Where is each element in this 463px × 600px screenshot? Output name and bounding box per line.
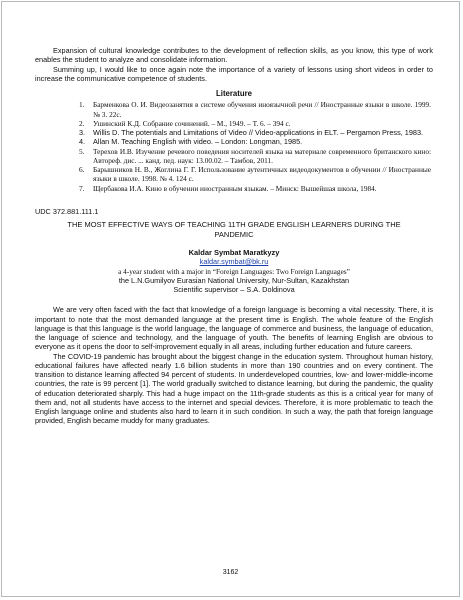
udc-code: UDC 372.881.111.1 [35, 206, 99, 216]
affiliation-line-2: the L.N.Gumilyov Eurasian National University, Nur-Sultan, Kazakhstan [118, 275, 350, 285]
intro-paragraph-2: Summing up, I would like to once again note the importance of a variety of lessons using short videos in order to increase the communicative competence of students. [35, 64, 433, 83]
article-title: THE MOST EFFECTIVE WAYS OF TEACHING 11TH GRADE ENGLISH LEARNERS DURING THE PANDEMIC [67, 220, 401, 239]
literature-item-number: 6. [79, 165, 85, 174]
literature-item-number: 7. [79, 183, 85, 193]
body-paragraph-1: We are very often faced with the fact that knowledge of a foreign language is becoming a vital necessity. There, it is important to note that the most demanded language at the present time is English. The whole feature of the English language is that this language is the world language, the language of commerce and business, the language of education, the language of science and technology, and the language of youth. The benefits of learning English are obvious to everyone as it opens the door to self-improvement equally in all areas, including further education and future careers. [35, 305, 433, 352]
literature-item [79, 165, 431, 184]
article-body [35, 305, 433, 425]
literature-item [79, 100, 431, 119]
literature-item-number: 3. [79, 128, 86, 137]
literature-item [79, 184, 431, 193]
literature-item [79, 147, 431, 166]
literature-item-text: Щербакова И.А. Кино в обучении иностранным языкам. – Минск: Вышейшая школа, 1984. [93, 183, 377, 193]
literature-item-number: 4. [79, 137, 86, 147]
author-name: Kaldar Symbat Maratkyzy [188, 248, 280, 258]
page-content [35, 46, 433, 426]
literature-item-text: Барышников Н. В., Жоглина Г. Г. Использование аутентичных видеодокументов в обучении // Иностранные языки в школе. 1998. № 4. 124 с. [93, 165, 431, 184]
page-number: 3162 [222, 569, 239, 576]
literature-item-text: Willis D. The potentials and Limitations of Video // Video-applications in ELT. – Pergamon Press, 1983. [93, 128, 424, 137]
intro-paragraph-1: Expansion of cultural knowledge contributes to the development of reflection skills, as you know, this type of work enables the student to analyze and consolidate information. [35, 46, 433, 65]
literature-item-number: 5. [79, 146, 85, 156]
literature-item-text: Ушинский К.Д. Собрание сочинений. – М., 1949. – Т. 6. – 394 с. [93, 118, 291, 128]
literature-item-text: Терехов И.В. Изучение речевого поведения носителей языка на материале современного британского кино: Автореф. дис. ... канд. пед. наук: 13.00.02. – Тамбов, 2011. [93, 146, 431, 165]
literature-heading: Literature [216, 89, 252, 98]
author-email-link[interactable]: kaldar.symbat@bk.ru [199, 257, 269, 267]
paper-page [1, 1, 460, 597]
affiliation-line-1: a 4-year student with a major in “Foreign Languages: Two Foreign Languages” [118, 266, 350, 276]
literature-list [35, 100, 433, 193]
literature-item [79, 137, 431, 146]
literature-item-text: Allan M. Teaching English with video. – London: Longman, 1985. [93, 137, 303, 147]
literature-item [79, 119, 431, 128]
supervisor-line: Scientific supervisor – S.A. Doldinova [173, 285, 295, 295]
literature-item-number: 1. [79, 100, 85, 110]
body-paragraph-2: The COVID-19 pandemic has brought about the biggest change in the education system. Throughout human history, educational failures have affected nearly 1.6 billion students in more than 190 countries and on every continent. The transition to distance learning affected 94 percent of students. In underdeveloped countries, low- and lower-middle-income countries, the rate is 99 percent [1]. The world gradually switched to distance learning, but during the pandemic, the quality of education deteriorated sharply. This had a huge impact on the 11th-grade students as this is a critical year for many of them and, not all students have access to the internet and special devices. Therefore, it is more problematic to teach the English language online and students also hard to learn it in such condition. In such a way, the path that foreign language provided, English became muddy for many graduates. [35, 351, 433, 426]
literature-item-text: Барменкова О. И. Видеозанятия в системе обучения иноязычной речи // Иностранные языки в школе. 1999. № 3. 22с. [93, 100, 431, 119]
literature-item-number: 2. [79, 118, 85, 128]
literature-item [79, 128, 431, 137]
